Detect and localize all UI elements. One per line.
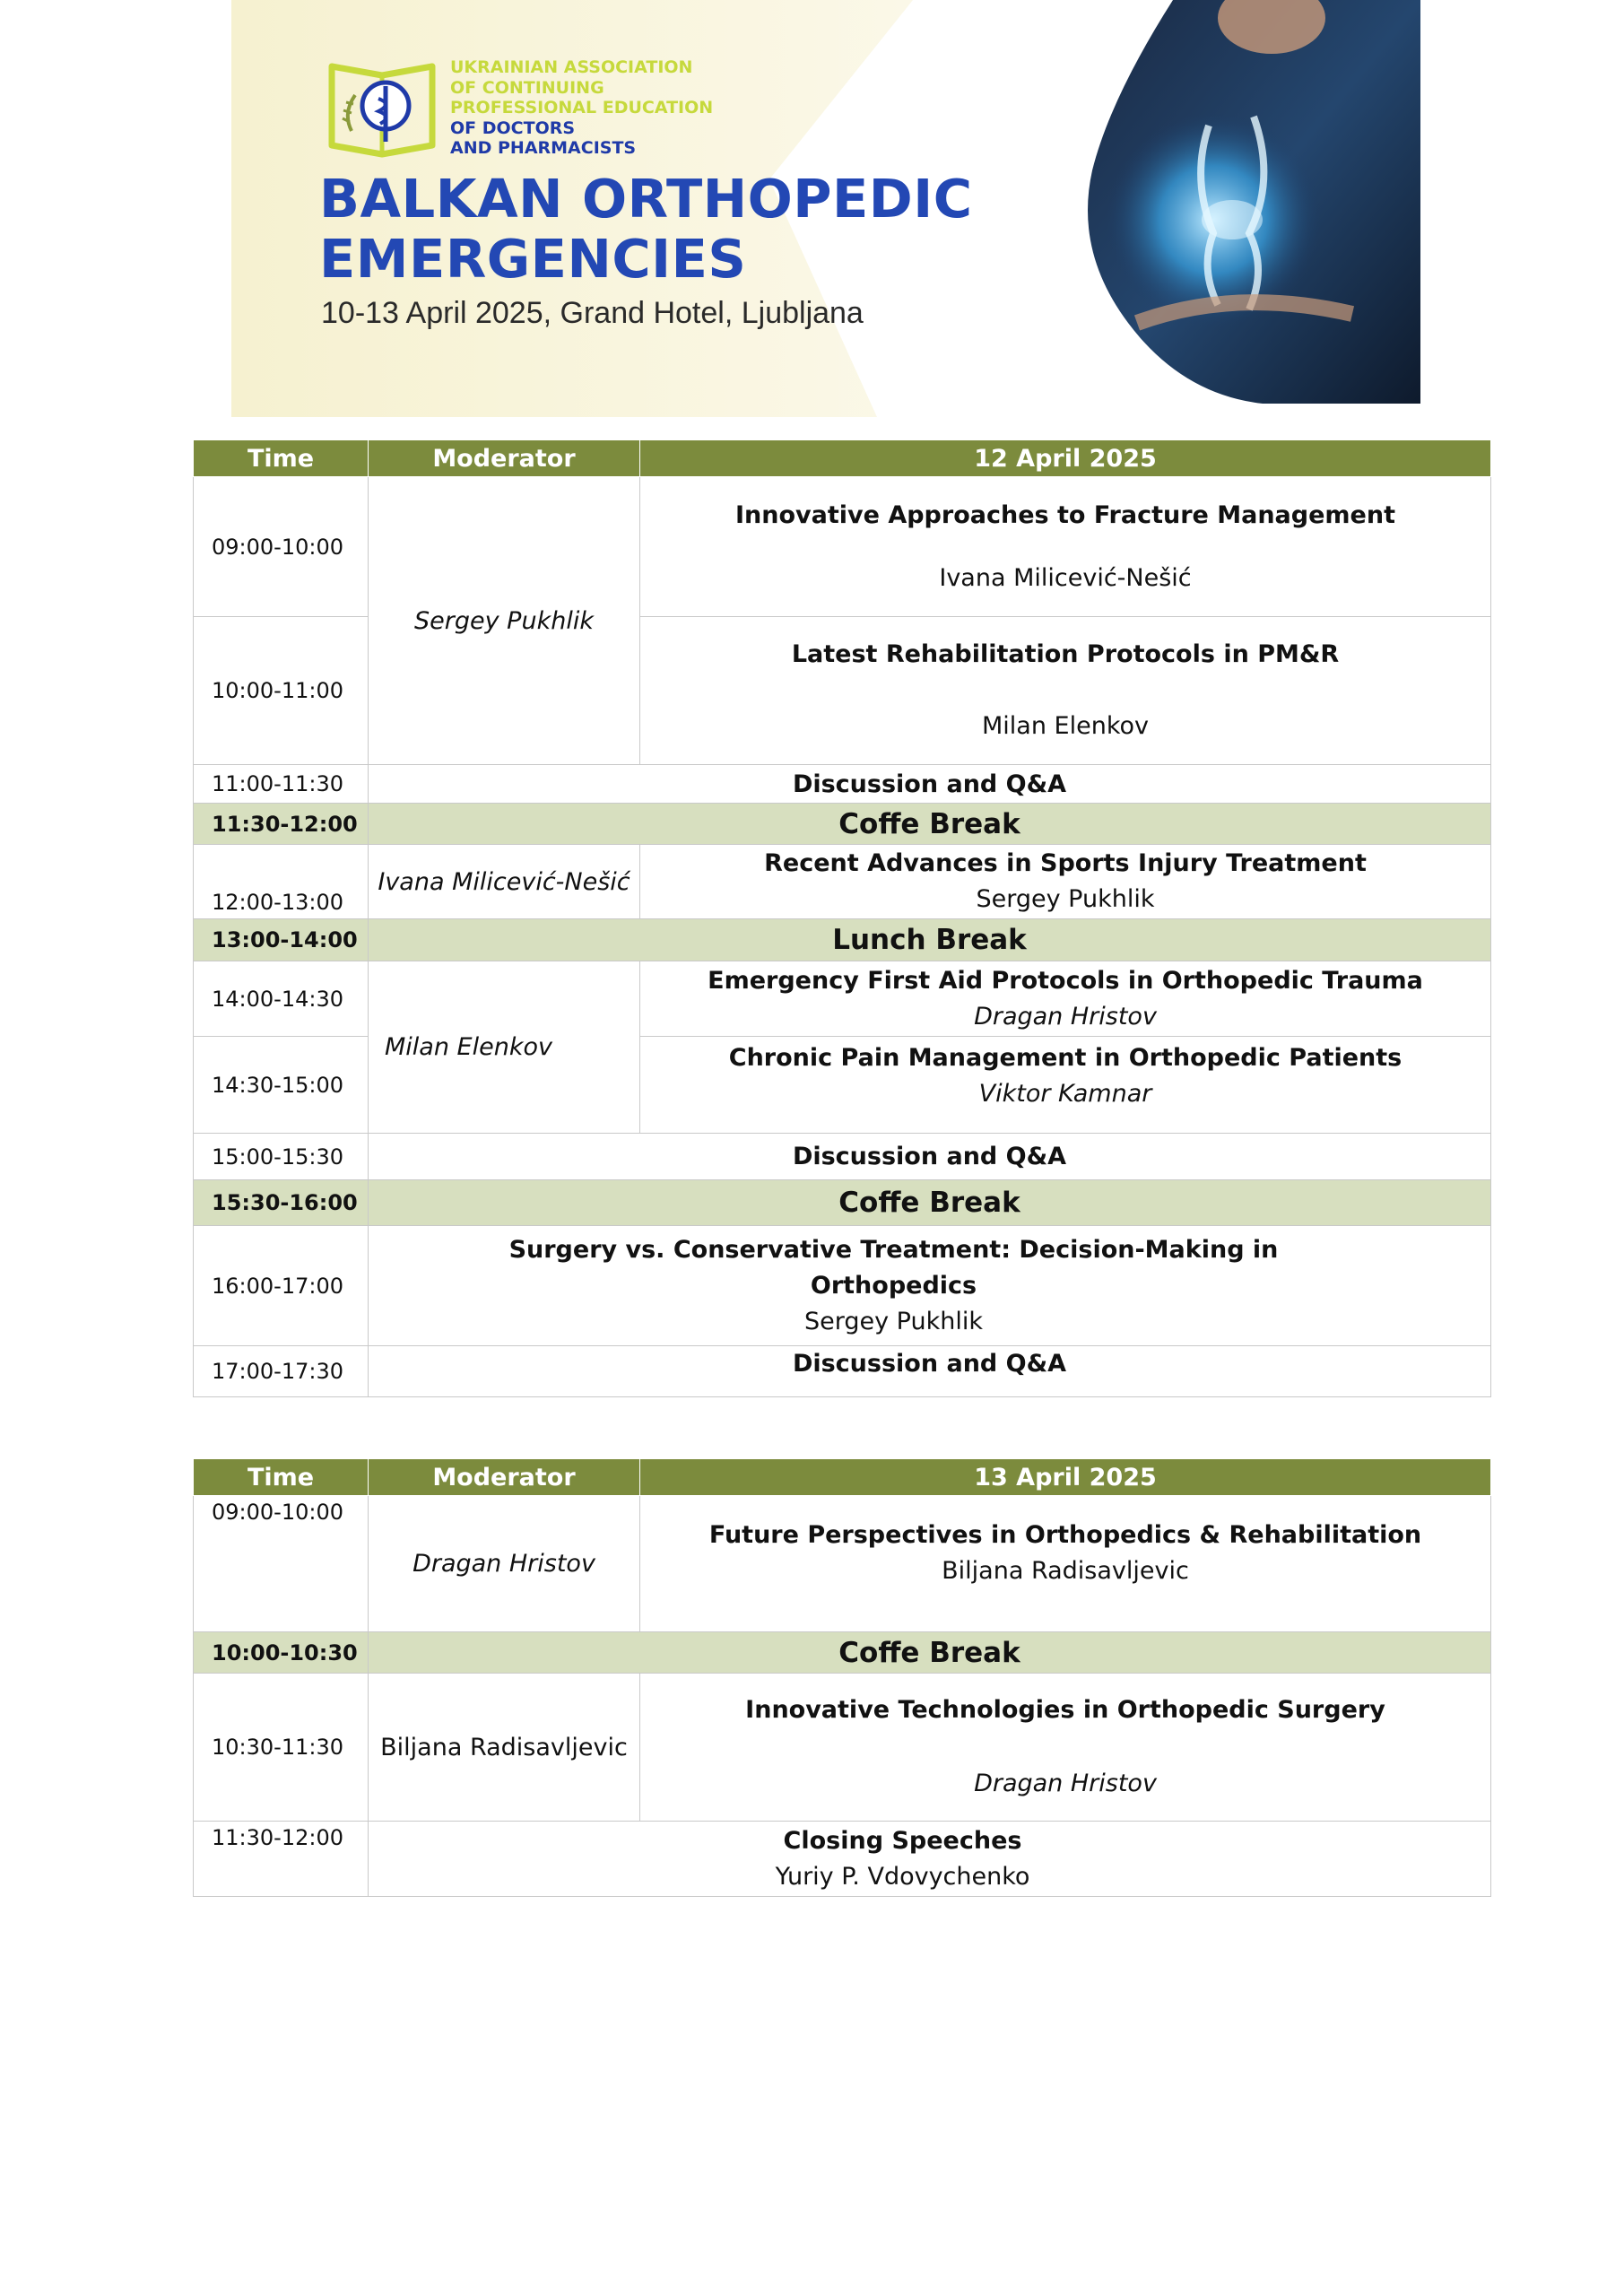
- event-title-line: BALKAN ORTHOPEDIC: [319, 168, 973, 230]
- time-cell: 10:00-11:00: [194, 617, 369, 765]
- table-row: [194, 477, 1491, 617]
- table-row: [194, 1134, 1491, 1180]
- talk-cell: [640, 961, 1491, 1037]
- time-cell: 11:00-11:30: [194, 765, 369, 804]
- talk-speaker: Ivana Milicević-Nešić: [939, 563, 1192, 592]
- org-line: AND PHARMACISTS: [450, 138, 637, 158]
- moderator-cell: Biljana Radisavljevic: [369, 1674, 640, 1822]
- header-moderator: Moderator: [369, 1459, 640, 1496]
- schedule-table-day2: [193, 1458, 1491, 1897]
- talk-speaker: Biljana Radisavljevic: [942, 1557, 1189, 1585]
- moderator-cell: Sergey Pukhlik: [369, 477, 640, 765]
- break-row: [194, 1632, 1491, 1674]
- time-cell: 14:30-15:00: [194, 1037, 369, 1134]
- header-date: 13 April 2025: [640, 1459, 1491, 1496]
- talk-cell: [640, 1674, 1491, 1822]
- talk-speaker: Sergey Pukhlik: [976, 885, 1155, 913]
- table-row: [194, 961, 1491, 1037]
- time-cell: 14:00-14:30: [194, 961, 369, 1037]
- talk-title: Emergency First Aid Protocols in Orthopedic Trauma: [708, 966, 1423, 995]
- break-row: [194, 919, 1491, 961]
- time-cell: 09:00-10:00: [194, 1496, 369, 1632]
- event-title: [319, 169, 973, 289]
- break-row: [194, 1180, 1491, 1226]
- moderator-cell: Milan Elenkov: [369, 961, 640, 1134]
- time-cell: 16:00-17:00: [194, 1226, 369, 1346]
- time-cell: 17:00-17:30: [194, 1346, 369, 1397]
- event-banner: [231, 0, 1420, 417]
- time-cell: 11:30-12:00: [194, 804, 369, 845]
- talk-cell: [640, 1496, 1491, 1632]
- table-header-row: [194, 440, 1491, 477]
- org-line: OF DOCTORS: [450, 117, 576, 138]
- table-row: [194, 1496, 1491, 1632]
- time-cell: 12:00-13:00: [194, 845, 369, 919]
- coffee-break-label: Coffe Break: [369, 1180, 1491, 1226]
- talk-cell: [640, 845, 1491, 919]
- coffee-break-label: Coffe Break: [369, 1632, 1491, 1674]
- talk-speaker: Viktor Kamnar: [978, 1080, 1152, 1108]
- talk-cell: [369, 1226, 1491, 1346]
- time-cell: 15:30-16:00: [194, 1180, 369, 1226]
- discussion-cell: Discussion and Q&A: [369, 765, 1491, 804]
- org-line: PROFESSIONAL EDUCATION: [450, 98, 714, 117]
- talk-cell: [640, 617, 1491, 765]
- header-time: Time: [194, 1459, 369, 1496]
- table-row: [194, 765, 1491, 804]
- header-time: Time: [194, 440, 369, 477]
- talk-title: Closing Speeches: [783, 1826, 1022, 1855]
- discussion-cell: Discussion and Q&A: [369, 1134, 1491, 1180]
- doctor-hologram-image: [1056, 0, 1420, 404]
- table-row: [194, 1346, 1491, 1397]
- header-date: 12 April 2025: [640, 440, 1491, 477]
- talk-cell: [640, 477, 1491, 617]
- break-row: [194, 804, 1491, 845]
- time-cell: 15:00-15:30: [194, 1134, 369, 1180]
- discussion-cell: Discussion and Q&A: [369, 1346, 1491, 1397]
- talk-title: Future Perspectives in Orthopedics & Rehabilitation: [708, 1521, 1422, 1549]
- table-row: [194, 1674, 1491, 1822]
- org-line: UKRAINIAN ASSOCIATION: [450, 57, 693, 77]
- moderator-cell: Ivana Milicević-Nešić: [369, 845, 640, 919]
- table-row: [194, 1226, 1491, 1346]
- talk-speaker: Milan Elenkov: [982, 712, 1149, 740]
- time-cell: 10:00-10:30: [194, 1632, 369, 1674]
- table-row: [194, 1822, 1491, 1897]
- time-cell: 10:30-11:30: [194, 1674, 369, 1822]
- talk-cell: [369, 1822, 1491, 1897]
- coffee-break-label: Coffe Break: [369, 804, 1491, 845]
- event-title-line: EMERGENCIES: [319, 228, 747, 290]
- org-line: OF CONTINUING: [450, 77, 604, 98]
- time-cell: 11:30-12:00: [194, 1822, 369, 1897]
- talk-speaker: Sergey Pukhlik: [804, 1307, 983, 1335]
- talk-title: Orthopedics: [810, 1271, 977, 1300]
- talk-cell: [640, 1037, 1491, 1134]
- talk-title: Innovative Technologies in Orthopedic Surgery: [745, 1696, 1385, 1724]
- table-row: [194, 845, 1491, 919]
- talk-speaker: Dragan Hristov: [974, 1002, 1157, 1031]
- schedule-table-day1: [193, 439, 1491, 1397]
- talk-title: Latest Rehabilitation Protocols in PM&R: [791, 640, 1340, 668]
- talk-speaker: Yuriy P. Vdovychenko: [775, 1862, 1030, 1891]
- talk-title: Innovative Approaches to Fracture Management: [735, 500, 1395, 529]
- time-cell: 09:00-10:00: [194, 477, 369, 617]
- table-header-row: [194, 1459, 1491, 1496]
- moderator-cell: Dragan Hristov: [369, 1496, 640, 1632]
- talk-title: Surgery vs. Conservative Treatment: Decision-Making in: [508, 1235, 1279, 1264]
- lunch-break-label: Lunch Break: [369, 919, 1491, 961]
- association-name: [450, 57, 713, 159]
- talk-title: Recent Advances in Sports Injury Treatment: [764, 849, 1367, 877]
- talk-speaker: Dragan Hristov: [974, 1770, 1157, 1797]
- talk-title: Chronic Pain Management in Orthopedic Patients: [728, 1044, 1403, 1072]
- header-moderator: Moderator: [369, 440, 640, 477]
- association-logo-icon: [325, 59, 443, 160]
- event-subtitle: 10-13 April 2025, Grand Hotel, Ljubljana: [321, 296, 864, 330]
- time-cell: 13:00-14:00: [194, 919, 369, 961]
